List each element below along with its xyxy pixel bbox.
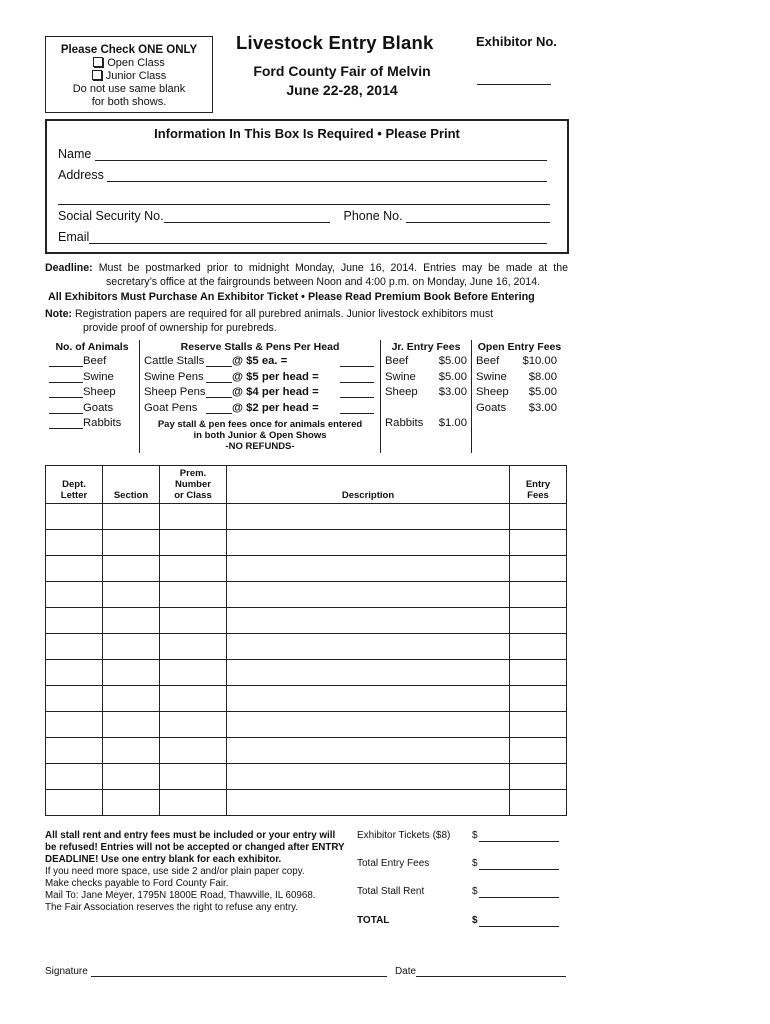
pay-note: Pay stall & pen fees once for animals entered in both Junior & Open Shows -NO REFUNDS-	[157, 419, 363, 452]
entry-cell[interactable]	[46, 634, 103, 660]
table-row	[46, 660, 567, 686]
animal-count-row: Rabbits	[49, 417, 135, 433]
open-class-option[interactable]: Open Class	[46, 57, 212, 70]
tickets-row: Exhibitor Tickets ($8) $	[357, 830, 567, 841]
reserve-row: Goat Pens @ $2 per head =	[144, 402, 376, 418]
open-fees	[472, 354, 568, 453]
entry-cell[interactable]	[227, 686, 510, 712]
entry-cell[interactable]	[160, 530, 227, 556]
exhibitor-no-field[interactable]	[477, 84, 551, 85]
entry-cell[interactable]	[103, 712, 160, 738]
check-title: Please Check ONE ONLY	[60, 44, 198, 56]
entry-cell[interactable]	[510, 764, 567, 790]
exhibitor-no-label: Exhibitor No.	[476, 34, 557, 49]
entry-cell[interactable]	[160, 660, 227, 686]
table-row	[46, 608, 567, 634]
stalls-fees-table	[45, 340, 567, 453]
entry-cell[interactable]	[227, 764, 510, 790]
entry-cell[interactable]	[46, 738, 103, 764]
jr-fee-row: Rabbits $1.00	[385, 417, 467, 429]
date-field[interactable]	[416, 966, 566, 977]
entry-cell[interactable]	[510, 582, 567, 608]
table-row	[46, 582, 567, 608]
animal-count-row: Sheep	[49, 386, 135, 402]
required-info-box	[45, 119, 569, 254]
signature-row	[45, 966, 566, 977]
phone-field[interactable]	[406, 210, 550, 223]
entry-cell[interactable]	[103, 582, 160, 608]
reserve-amount-field[interactable]	[340, 403, 374, 414]
entry-cell[interactable]	[103, 660, 160, 686]
junior-class-option[interactable]: Junior Class	[46, 70, 212, 83]
entry-cell[interactable]	[510, 712, 567, 738]
entry-cell[interactable]	[160, 764, 227, 790]
entry-cell[interactable]	[227, 556, 510, 582]
checkbox-icon[interactable]	[93, 57, 103, 67]
animal-counts	[45, 354, 140, 453]
check-note: Do not use same blank	[72, 83, 186, 95]
entry-cell[interactable]	[510, 530, 567, 556]
animal-count-field[interactable]	[49, 403, 83, 414]
animal-count-row: Beef	[49, 355, 135, 371]
entry-fees-field[interactable]	[479, 858, 559, 870]
entry-cell[interactable]	[46, 582, 103, 608]
reserve-header: Reserve Stalls & Pens Per Head	[140, 340, 381, 354]
address-field-2[interactable]	[58, 192, 550, 205]
entry-cell[interactable]	[160, 738, 227, 764]
ssn-field[interactable]	[164, 210, 330, 223]
reserve-row: Sheep Pens @ $4 per head =	[144, 386, 376, 402]
entry-cell[interactable]	[103, 556, 160, 582]
entry-cell[interactable]	[227, 738, 510, 764]
table-row	[46, 738, 567, 764]
signature-field[interactable]	[91, 966, 387, 977]
description-header: Description	[227, 466, 510, 504]
ssn-label: Social Security No.	[58, 209, 164, 223]
entry-cell[interactable]	[160, 790, 227, 816]
open-fee-row: Goats $3.00	[476, 401, 557, 414]
table-row	[46, 504, 567, 530]
info-heading: Information In This Box Is Required • Please Print	[154, 126, 460, 141]
checkbox-icon[interactable]	[92, 70, 102, 80]
entry-cell[interactable]	[46, 660, 103, 686]
entry-cell[interactable]	[160, 634, 227, 660]
stall-rent-row: Total Stall Rent $	[357, 886, 567, 897]
reserve-row: Swine Pens @ $5 per head =	[144, 371, 376, 387]
entries-table	[45, 465, 567, 816]
open-fee-row: Swine $8.00	[476, 370, 557, 383]
animal-count-row: Swine	[49, 371, 135, 387]
reserve-qty-field[interactable]	[206, 403, 232, 414]
entry-cell[interactable]	[160, 686, 227, 712]
prem-header: Prem. Number or Class	[160, 466, 227, 504]
entry-cell[interactable]	[103, 634, 160, 660]
tickets-field[interactable]	[479, 830, 559, 842]
table-row	[46, 686, 567, 712]
address-field[interactable]	[107, 169, 547, 182]
phone-label: Phone No.	[343, 209, 403, 223]
entry-cell[interactable]	[510, 686, 567, 712]
stall-rent-field[interactable]	[479, 886, 559, 898]
jr-fee-row: Sheep $3.00	[385, 386, 467, 398]
date-label: Date	[394, 966, 417, 977]
open-fee-row: Beef $10.00	[476, 355, 557, 367]
table-row	[46, 764, 567, 790]
entry-cell[interactable]	[160, 712, 227, 738]
entry-cell[interactable]	[103, 530, 160, 556]
total-row: TOTAL $	[357, 915, 567, 926]
entry-cell[interactable]	[46, 712, 103, 738]
jr-fees-header: Jr. Entry Fees	[381, 340, 472, 354]
open-fees-header: Open Entry Fees	[477, 341, 562, 353]
entry-cell[interactable]	[46, 790, 103, 816]
reserve-amount-field[interactable]	[340, 372, 374, 383]
entry-cell[interactable]	[103, 790, 160, 816]
entry-cell[interactable]	[46, 530, 103, 556]
animal-count-field[interactable]	[49, 387, 83, 398]
entry-cell[interactable]	[103, 686, 160, 712]
ticket-notice: All Exhibitors Must Purchase An Exhibitor Ticket • Please Read Premium Book Before Entering	[48, 291, 535, 303]
note-text: Note: Registration papers are required for all purebred animals. Junior livestock exhibitors must provide proof of ownership for purebreds.	[45, 308, 494, 334]
table-row	[46, 712, 567, 738]
class-selection-box	[45, 36, 213, 113]
reserve-row: Cattle Stalls @ $5 ea. =	[144, 355, 376, 371]
entry-cell[interactable]	[510, 608, 567, 634]
animal-count-field[interactable]	[49, 418, 83, 429]
total-field[interactable]	[479, 915, 559, 927]
entry-cell[interactable]	[227, 634, 510, 660]
entry-cell[interactable]	[46, 686, 103, 712]
reserve-qty-field[interactable]	[206, 372, 232, 383]
name-field[interactable]	[95, 148, 547, 161]
entry-cell[interactable]	[510, 790, 567, 816]
footer-instructions: All stall rent and entry fees must be included or your entry will be refused! Entries will not be accepted or changed after ENTRY DEADLINE! Use one entry blank for each exhibitor. If you need more space, use side 2 and/or plain paper copy. Make checks payable to Ford County Fair. Mail To: Jane Meyer, 1795N 1800E Road, Thawville, IL 60968. The Fair Association reserves the right to refuse any entry.	[45, 830, 345, 913]
entry-cell[interactable]	[227, 790, 510, 816]
entry-cell[interactable]	[227, 712, 510, 738]
entry-cell[interactable]	[227, 608, 510, 634]
check-note: for both shows.	[91, 96, 167, 108]
fees-header: Entry Fees	[510, 466, 567, 504]
table-row	[46, 556, 567, 582]
deadline-text: Deadline: Must be postmarked prior to midnight Monday, June 16, 2014. Entries may be made at the secretary’s office at the fairgrounds between Noon and 4:00 p.m. on Monday, June 16, 2014.	[45, 262, 568, 288]
fair-name: Ford County Fair of Melvin June 22-28, 2014	[253, 63, 431, 98]
entry-cell[interactable]	[510, 660, 567, 686]
signature-label: Signature	[45, 966, 88, 977]
entry-cell[interactable]	[227, 582, 510, 608]
form-title: Livestock Entry Blank	[236, 32, 434, 53]
entry-cell[interactable]	[227, 504, 510, 530]
animal-count-row: Goats	[49, 402, 135, 418]
email-field[interactable]	[89, 231, 547, 244]
reserve-qty-field[interactable]	[206, 356, 232, 367]
reserve-amount-field[interactable]	[340, 387, 374, 398]
entry-cell[interactable]	[46, 556, 103, 582]
animals-header: No. of Animals	[45, 340, 140, 354]
entry-cell[interactable]	[160, 582, 227, 608]
entry-fees-row: Total Entry Fees $	[357, 858, 567, 869]
entry-cell[interactable]	[103, 504, 160, 530]
animal-count-field[interactable]	[49, 372, 83, 383]
table-row	[46, 790, 567, 816]
entry-cell[interactable]	[227, 660, 510, 686]
reserve-amount-field[interactable]	[340, 356, 374, 367]
entry-cell[interactable]	[227, 530, 510, 556]
email-label: Email	[58, 230, 90, 244]
jr-fees	[381, 354, 472, 453]
reserve-stalls	[140, 354, 381, 453]
jr-fee-row	[385, 402, 467, 418]
section-header: Section	[103, 466, 160, 504]
entry-cell[interactable]	[510, 738, 567, 764]
entry-cell[interactable]	[160, 504, 227, 530]
entry-cell[interactable]	[103, 764, 160, 790]
entry-cell[interactable]	[46, 504, 103, 530]
entry-cell[interactable]	[46, 764, 103, 790]
name-label: Name	[58, 147, 92, 161]
entry-cell[interactable]	[510, 504, 567, 530]
entry-cell[interactable]	[510, 556, 567, 582]
table-row	[46, 530, 567, 556]
entry-cell[interactable]	[160, 556, 227, 582]
reserve-qty-field[interactable]	[206, 387, 232, 398]
address-label: Address	[58, 168, 104, 182]
animal-count-field[interactable]	[49, 356, 83, 367]
table-row	[46, 634, 567, 660]
jr-fee-row: Beef $5.00	[385, 355, 467, 367]
entry-cell[interactable]	[160, 608, 227, 634]
entry-cell[interactable]	[46, 608, 103, 634]
jr-fee-row: Swine $5.00	[385, 370, 467, 383]
entry-cell[interactable]	[103, 738, 160, 764]
open-fee-row: Sheep $5.00	[476, 386, 557, 398]
entry-cell[interactable]	[510, 634, 567, 660]
entry-cell[interactable]	[103, 608, 160, 634]
dept-header: Dept. Letter	[46, 466, 103, 504]
